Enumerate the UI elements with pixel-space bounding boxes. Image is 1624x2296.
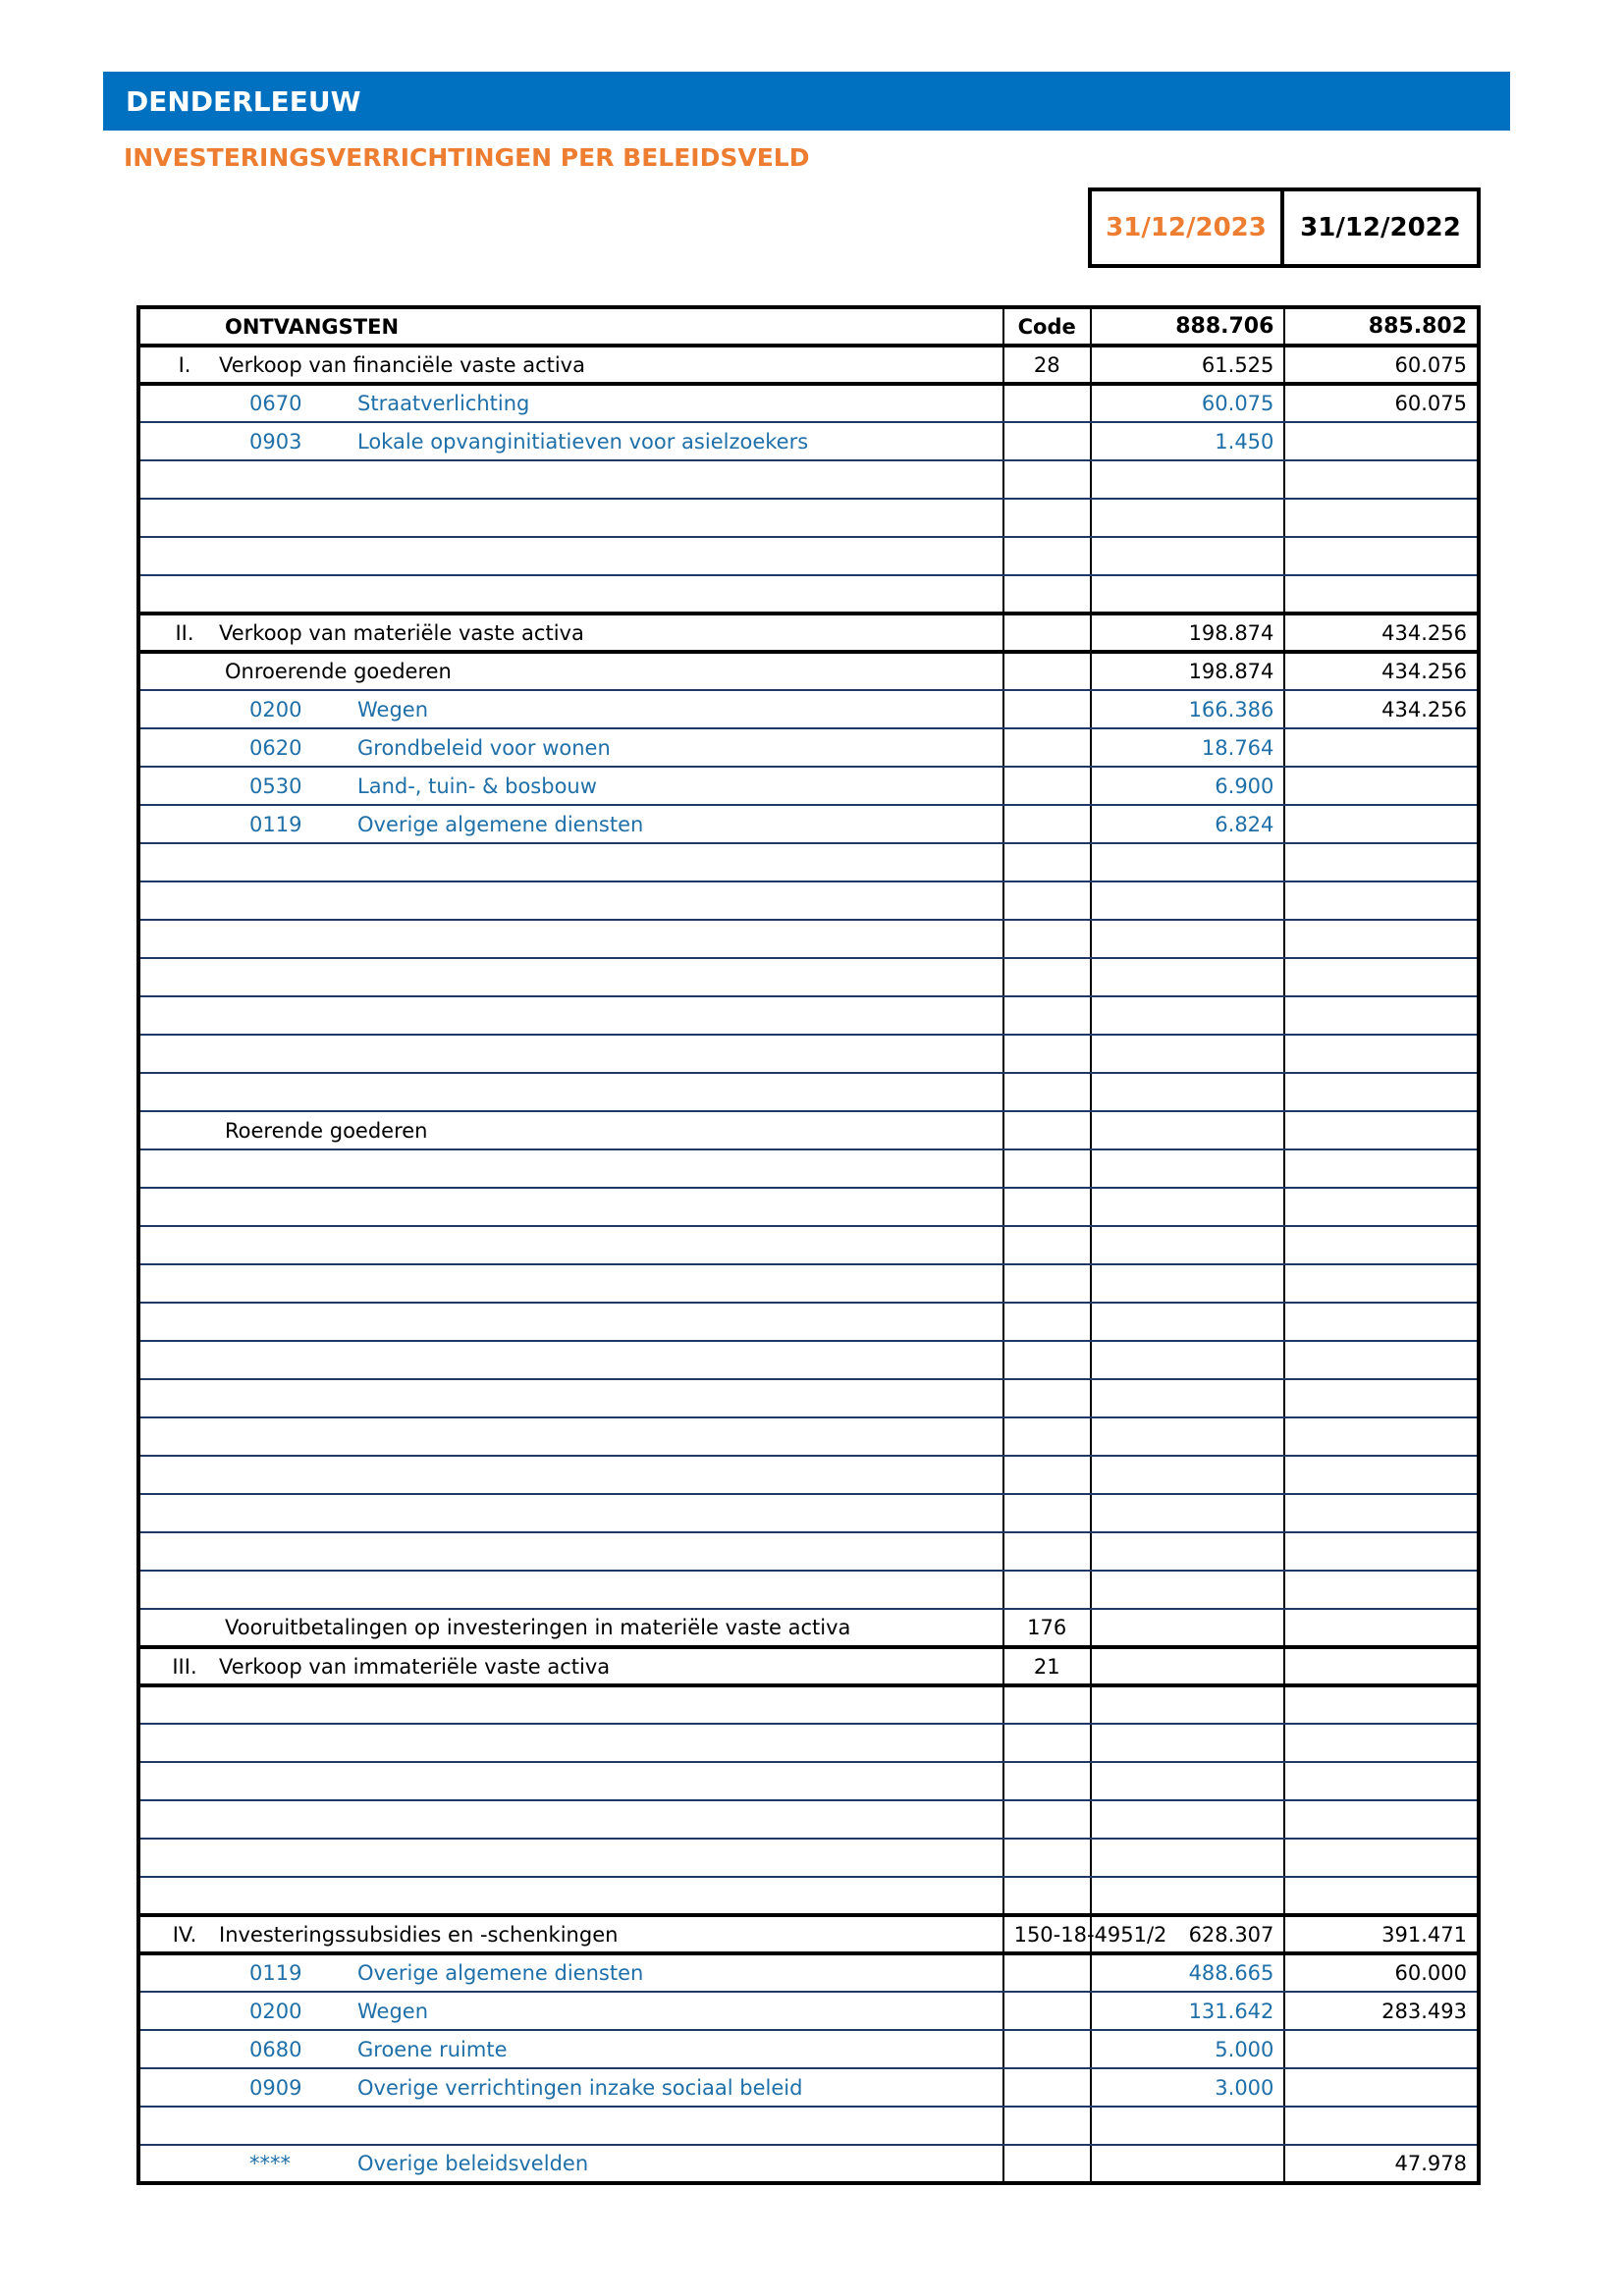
- row-value-current: [1091, 1341, 1285, 1379]
- row-value-current: 1.450: [1091, 422, 1285, 460]
- row-value-current: [1091, 537, 1285, 575]
- row-value-current: 3.000: [1091, 2068, 1285, 2107]
- policy-field-label: Lokale opvanginitiatieven voor asielzoekers: [357, 429, 809, 454]
- row-label: [138, 1685, 1003, 1724]
- row-code: [1003, 1379, 1091, 1417]
- table-row: [138, 2107, 1479, 2145]
- row-label: [138, 996, 1003, 1035]
- table-row: [138, 2030, 1479, 2068]
- row-code: [1003, 767, 1091, 805]
- row-value-current: [1091, 1188, 1285, 1226]
- table-row: [138, 1111, 1479, 1149]
- row-value-current: [1091, 1226, 1285, 1264]
- date-current-header: 31/12/2023: [1088, 187, 1284, 268]
- policy-field-label: Wegen: [357, 697, 429, 721]
- row-label: [138, 1800, 1003, 1839]
- row-code: [1003, 1724, 1091, 1762]
- policy-field-number: 0200: [249, 697, 302, 721]
- row-label: [138, 1226, 1003, 1264]
- row-value-current: [1091, 1647, 1285, 1685]
- row-value-previous: [1284, 805, 1479, 843]
- row-value-current: 6.824: [1091, 805, 1285, 843]
- policy-field-number: 0530: [249, 774, 302, 798]
- row-code: [1003, 1494, 1091, 1532]
- row-label: [138, 1724, 1003, 1762]
- row-value-current: [1091, 1417, 1285, 1456]
- row-value-current: [1091, 1379, 1285, 1417]
- row-value-current: [1091, 1303, 1285, 1341]
- row-label: [138, 767, 1003, 805]
- header-total-previous: 885.802: [1284, 307, 1479, 346]
- municipality-name: DENDERLEEUW: [126, 84, 361, 118]
- row-label: [138, 1532, 1003, 1571]
- row-value-previous: 60.075: [1284, 384, 1479, 422]
- row-code: [1003, 1456, 1091, 1494]
- row-label: [138, 1609, 1003, 1647]
- policy-field-number: 0620: [249, 735, 302, 760]
- policy-field-label: Overige algemene diensten: [357, 1961, 644, 1985]
- table-row: [138, 1762, 1479, 1800]
- row-label: [138, 652, 1003, 690]
- row-label: [138, 1839, 1003, 1877]
- row-value-current: 628.307: [1091, 1915, 1285, 1953]
- row-value-current: [1091, 1073, 1285, 1111]
- row-label: [138, 805, 1003, 843]
- row-label: [138, 1341, 1003, 1379]
- row-label: [138, 537, 1003, 575]
- row-label: [138, 614, 1003, 652]
- row-value-previous: [1284, 1839, 1479, 1877]
- row-value-current: [1091, 460, 1285, 499]
- policy-field-number: 0680: [249, 2037, 302, 2061]
- row-code: [1003, 652, 1091, 690]
- row-value-previous: [1284, 499, 1479, 537]
- row-value-previous: [1284, 1877, 1479, 1915]
- table-row: [138, 1226, 1479, 1264]
- table-row: [138, 460, 1479, 499]
- row-label: [138, 1877, 1003, 1915]
- row-value-previous: [1284, 1379, 1479, 1417]
- subsection-label: Onroerende goederen: [225, 660, 452, 683]
- row-value-current: [1091, 1839, 1285, 1877]
- row-value-current: [1091, 499, 1285, 537]
- row-value-previous: [1284, 1724, 1479, 1762]
- row-code: [1003, 575, 1091, 614]
- table-row: [138, 1188, 1479, 1226]
- table-row: [138, 422, 1479, 460]
- row-value-current: [1091, 1571, 1285, 1609]
- row-code: 150-18-4951/2: [1003, 1915, 1091, 1953]
- row-value-current: 131.642: [1091, 1992, 1285, 2030]
- table-row: [138, 1149, 1479, 1188]
- row-value-current: 18.764: [1091, 728, 1285, 767]
- report-subtitle: INVESTERINGSVERRICHTINGEN PER BELEIDSVELD: [124, 143, 810, 172]
- table-row: [138, 1724, 1479, 1762]
- table-row: [138, 1685, 1479, 1724]
- row-code: [1003, 690, 1091, 728]
- row-value-current: [1091, 1494, 1285, 1532]
- table-row: [138, 920, 1479, 958]
- table-row: [138, 1073, 1479, 1111]
- policy-field-label: Groene ruimte: [357, 2037, 508, 2061]
- table-row: [138, 1609, 1479, 1647]
- row-value-previous: 434.256: [1284, 690, 1479, 728]
- row-value-current: 60.075: [1091, 384, 1285, 422]
- section-numeral: I.: [178, 352, 191, 377]
- row-value-current: [1091, 1035, 1285, 1073]
- row-label: [138, 1111, 1003, 1149]
- policy-field-number: 0200: [249, 1999, 302, 2023]
- row-value-previous: [1284, 843, 1479, 881]
- row-value-previous: [1284, 1188, 1479, 1226]
- row-code: [1003, 1953, 1091, 1992]
- row-code: [1003, 1762, 1091, 1800]
- row-label: [138, 881, 1003, 920]
- table-row: [138, 346, 1479, 384]
- row-value-previous: [1284, 1456, 1479, 1494]
- table-row: [138, 843, 1479, 881]
- table-row: [138, 1800, 1479, 1839]
- row-code: [1003, 1992, 1091, 2030]
- policy-field-number: 0119: [249, 812, 302, 836]
- row-value-current: [1091, 1149, 1285, 1188]
- table-row: [138, 1456, 1479, 1494]
- row-label: [138, 1915, 1003, 1953]
- row-value-previous: [1284, 1571, 1479, 1609]
- table-row: [138, 881, 1479, 920]
- row-value-current: 166.386: [1091, 690, 1285, 728]
- row-code: 21: [1003, 1647, 1091, 1685]
- table-row: [138, 958, 1479, 996]
- row-value-previous: [1284, 1532, 1479, 1571]
- row-value-current: [1091, 920, 1285, 958]
- row-value-current: [1091, 843, 1285, 881]
- row-label: [138, 2107, 1003, 2145]
- table-row: [138, 805, 1479, 843]
- row-value-current: [1091, 1877, 1285, 1915]
- row-value-current: [1091, 1456, 1285, 1494]
- row-code: [1003, 920, 1091, 958]
- row-label: [138, 1647, 1003, 1685]
- table-header-row: [138, 307, 1479, 346]
- row-value-current: [1091, 1800, 1285, 1839]
- table-row: [138, 1264, 1479, 1303]
- row-label: [138, 1303, 1003, 1341]
- section-numeral: IV.: [172, 1922, 197, 1947]
- row-label: [138, 1417, 1003, 1456]
- row-code: [1003, 728, 1091, 767]
- table-row: [138, 384, 1479, 422]
- header-label: ONTVANGSTEN: [138, 307, 1003, 346]
- table-row: [138, 1379, 1479, 1417]
- row-value-current: [1091, 1264, 1285, 1303]
- row-code: 176: [1003, 1609, 1091, 1647]
- header-total-current: 888.706: [1091, 307, 1285, 346]
- subsection-label: Roerende goederen: [225, 1118, 428, 1143]
- row-value-previous: [1284, 1609, 1479, 1647]
- row-code: [1003, 881, 1091, 920]
- policy-field-label: Overige beleidsvelden: [357, 2152, 589, 2175]
- row-value-current: 198.874: [1091, 652, 1285, 690]
- row-code: [1003, 1303, 1091, 1341]
- row-value-previous: [1284, 881, 1479, 920]
- row-code: [1003, 1532, 1091, 1571]
- row-value-current: [1091, 1685, 1285, 1724]
- row-code: [1003, 805, 1091, 843]
- table-row: [138, 1915, 1479, 1953]
- row-value-previous: [1284, 1303, 1479, 1341]
- row-code: [1003, 958, 1091, 996]
- row-value-current: [1091, 996, 1285, 1035]
- row-value-previous: 60.075: [1284, 346, 1479, 384]
- table-row: [138, 1494, 1479, 1532]
- section-label: Verkoop van materiële vaste activa: [219, 620, 584, 645]
- policy-field-number: 0909: [249, 2075, 302, 2100]
- table-row: [138, 996, 1479, 1035]
- row-label: [138, 384, 1003, 422]
- table-row: [138, 767, 1479, 805]
- row-value-previous: [1284, 537, 1479, 575]
- row-label: [138, 2030, 1003, 2068]
- row-value-previous: 47.978: [1284, 2145, 1479, 2183]
- row-value-current: 198.874: [1091, 614, 1285, 652]
- row-value-current: 488.665: [1091, 1953, 1285, 1992]
- row-label: [138, 1188, 1003, 1226]
- row-value-previous: [1284, 1111, 1479, 1149]
- row-label: [138, 1953, 1003, 1992]
- row-value-previous: [1284, 1341, 1479, 1379]
- row-value-previous: [1284, 1417, 1479, 1456]
- section-label: Investeringssubsidies en -schenkingen: [219, 1922, 619, 1947]
- row-code: [1003, 1571, 1091, 1609]
- table-row: [138, 1341, 1479, 1379]
- table-row: [138, 1303, 1479, 1341]
- row-code: [1003, 996, 1091, 1035]
- row-value-previous: [1284, 1035, 1479, 1073]
- row-label: [138, 920, 1003, 958]
- policy-field-label: Overige algemene diensten: [357, 812, 644, 836]
- row-value-previous: [1284, 958, 1479, 996]
- table-row: [138, 2068, 1479, 2107]
- row-label: [138, 1149, 1003, 1188]
- row-label: [138, 2068, 1003, 2107]
- investment-table: [136, 305, 1481, 2185]
- section-label: Verkoop van financiële vaste activa: [219, 352, 585, 377]
- row-value-current: [1091, 1609, 1285, 1647]
- table-row: [138, 652, 1479, 690]
- table-row: [138, 728, 1479, 767]
- row-code: [1003, 1111, 1091, 1149]
- header-code: Code: [1003, 307, 1091, 346]
- row-value-current: [1091, 1762, 1285, 1800]
- section-label: Verkoop van immateriële vaste activa: [219, 1654, 611, 1679]
- row-value-previous: [1284, 1226, 1479, 1264]
- row-value-current: 61.525: [1091, 346, 1285, 384]
- row-code: [1003, 1149, 1091, 1188]
- row-code: [1003, 1073, 1091, 1111]
- row-code: [1003, 1264, 1091, 1303]
- row-value-previous: [1284, 2030, 1479, 2068]
- policy-field-number: ****: [249, 2152, 291, 2175]
- row-value-previous: [1284, 1494, 1479, 1532]
- row-code: [1003, 1685, 1091, 1724]
- row-label: [138, 1992, 1003, 2030]
- municipality-banner: [103, 72, 1510, 131]
- row-label: [138, 1264, 1003, 1303]
- table-row: [138, 1417, 1479, 1456]
- table-row: [138, 2145, 1479, 2183]
- row-label: [138, 843, 1003, 881]
- table-row: [138, 614, 1479, 652]
- row-code: [1003, 1226, 1091, 1264]
- row-label: [138, 728, 1003, 767]
- row-label: [138, 499, 1003, 537]
- table-row: [138, 1877, 1479, 1915]
- date-previous-header: 31/12/2022: [1280, 187, 1481, 268]
- policy-field-label: Straatverlichting: [357, 392, 530, 415]
- row-value-previous: [1284, 1264, 1479, 1303]
- row-code: [1003, 499, 1091, 537]
- row-code: [1003, 2030, 1091, 2068]
- row-label: [138, 460, 1003, 499]
- row-value-previous: 434.256: [1284, 614, 1479, 652]
- policy-field-number: 0903: [249, 429, 302, 454]
- policy-field-label: Overige verrichtingen inzake sociaal beleid: [357, 2075, 803, 2100]
- row-value-current: [1091, 575, 1285, 614]
- row-code: [1003, 1188, 1091, 1226]
- row-value-previous: [1284, 1762, 1479, 1800]
- policy-field-label: Grondbeleid voor wonen: [357, 735, 611, 760]
- row-code: [1003, 1839, 1091, 1877]
- row-label: [138, 1379, 1003, 1417]
- section-numeral: II.: [175, 620, 194, 645]
- row-value-previous: [1284, 996, 1479, 1035]
- table-row: [138, 1647, 1479, 1685]
- row-label: [138, 1762, 1003, 1800]
- row-value-current: [1091, 2145, 1285, 2183]
- row-label: [138, 575, 1003, 614]
- row-value-current: 5.000: [1091, 2030, 1285, 2068]
- row-value-previous: [1284, 1073, 1479, 1111]
- row-label: [138, 2145, 1003, 2183]
- row-value-previous: [1284, 2068, 1479, 2107]
- row-code: [1003, 2068, 1091, 2107]
- row-value-current: 6.900: [1091, 767, 1285, 805]
- row-label: [138, 1494, 1003, 1532]
- row-code: [1003, 1035, 1091, 1073]
- policy-field-label: Wegen: [357, 1999, 429, 2023]
- section-numeral: III.: [172, 1654, 197, 1679]
- row-value-previous: [1284, 1800, 1479, 1839]
- row-code: [1003, 537, 1091, 575]
- row-value-current: [1091, 881, 1285, 920]
- row-code: [1003, 614, 1091, 652]
- row-code: [1003, 843, 1091, 881]
- table-row: [138, 1992, 1479, 2030]
- row-value-previous: [1284, 920, 1479, 958]
- row-value-previous: [1284, 1149, 1479, 1188]
- row-value-previous: [1284, 728, 1479, 767]
- row-value-previous: [1284, 2107, 1479, 2145]
- row-label: [138, 1571, 1003, 1609]
- row-code: [1003, 1800, 1091, 1839]
- row-value-previous: [1284, 1647, 1479, 1685]
- table-row: [138, 1839, 1479, 1877]
- row-value-current: [1091, 1111, 1285, 1149]
- row-value-current: [1091, 2107, 1285, 2145]
- row-label: [138, 346, 1003, 384]
- table-row: [138, 537, 1479, 575]
- row-value-previous: [1284, 1685, 1479, 1724]
- row-label: [138, 1035, 1003, 1073]
- row-code: [1003, 1877, 1091, 1915]
- policy-field-number: 0670: [249, 392, 302, 415]
- table-row: [138, 1532, 1479, 1571]
- row-code: [1003, 422, 1091, 460]
- row-value-previous: 434.256: [1284, 652, 1479, 690]
- row-label: [138, 690, 1003, 728]
- row-code: [1003, 1417, 1091, 1456]
- row-code: [1003, 1341, 1091, 1379]
- row-value-current: [1091, 1724, 1285, 1762]
- row-value-previous: 60.000: [1284, 1953, 1479, 1992]
- row-code: [1003, 2107, 1091, 2145]
- policy-field-label: Land-, tuin- & bosbouw: [357, 774, 597, 798]
- row-value-previous: 283.493: [1284, 1992, 1479, 2030]
- row-value-previous: [1284, 767, 1479, 805]
- table-row: [138, 1571, 1479, 1609]
- row-label: [138, 422, 1003, 460]
- table-row: [138, 499, 1479, 537]
- row-value-previous: [1284, 575, 1479, 614]
- table-row: [138, 1035, 1479, 1073]
- policy-field-number: 0119: [249, 1961, 302, 1985]
- row-code: [1003, 460, 1091, 499]
- table-row: [138, 575, 1479, 614]
- row-value-current: [1091, 1532, 1285, 1571]
- table-row: [138, 1953, 1479, 1992]
- row-value-previous: 391.471: [1284, 1915, 1479, 1953]
- row-code: [1003, 384, 1091, 422]
- subsection-label: Vooruitbetalingen op investeringen in materiële vaste activa: [225, 1616, 851, 1639]
- row-value-previous: [1284, 460, 1479, 499]
- row-code: 28: [1003, 346, 1091, 384]
- row-label: [138, 1073, 1003, 1111]
- row-label: [138, 1456, 1003, 1494]
- row-value-current: [1091, 958, 1285, 996]
- row-value-previous: [1284, 422, 1479, 460]
- table-row: [138, 690, 1479, 728]
- row-label: [138, 958, 1003, 996]
- row-code: [1003, 2145, 1091, 2183]
